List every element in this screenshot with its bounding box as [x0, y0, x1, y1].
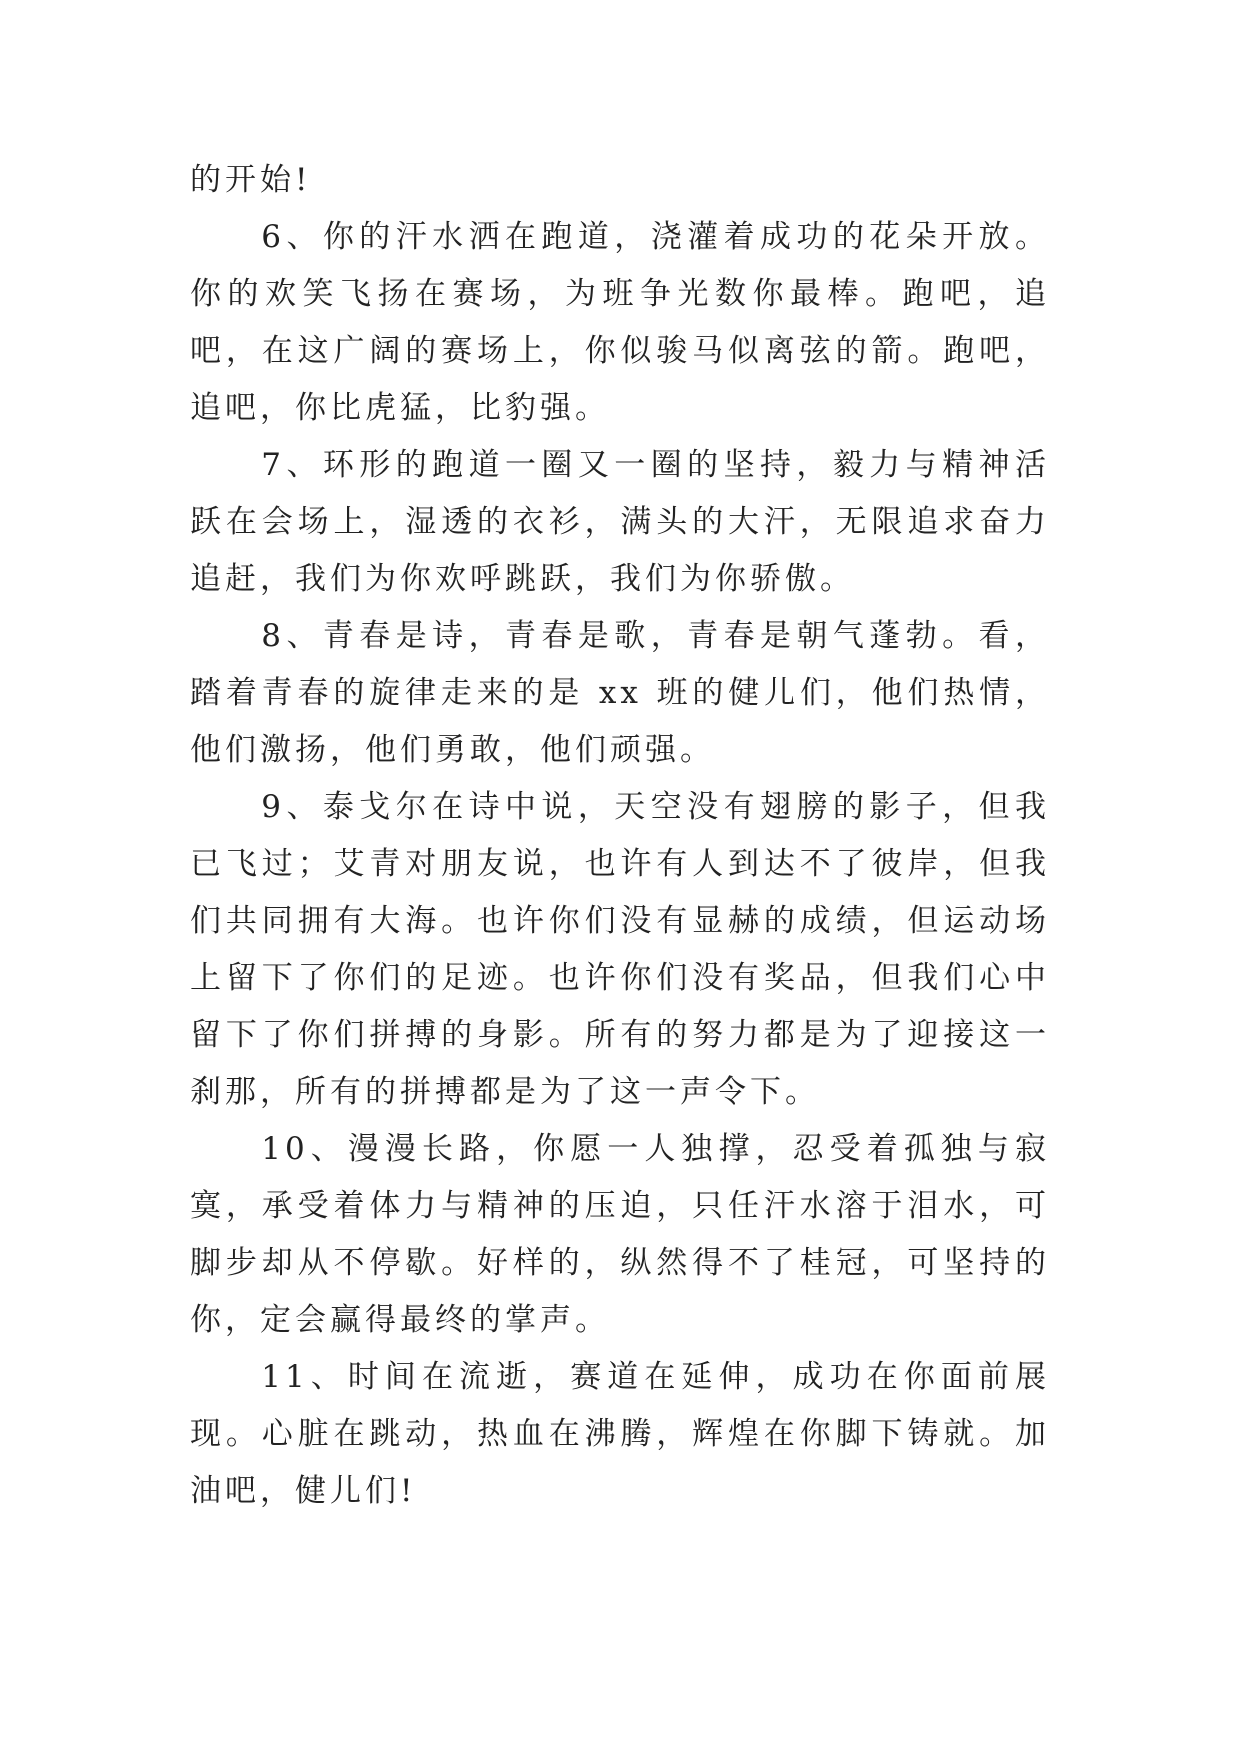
paragraph-item-7: 7、环形的跑道一圈又一圈的坚持，毅力与精神活跃在会场上，湿透的衣衫，满头的大汗，无限追求奋力追赶，我们为你欢呼跳跃，我们为你骄傲。 — [190, 447, 1050, 597]
paragraph-item-9: 9、泰戈尔在诗中说，天空没有翅膀的影子，但我已飞过；艾青对朋友说，也许有人到达不了彼岸，但我们共同拥有大海。也许你们没有显赫的成绩，但运动场上留下了你们的足迹。也许你们没有奖品，但我们心中留下了你们拼搏的身影。所有的努力都是为了迎接这一刹那，所有的拼搏都是为了这一声令下。 — [190, 789, 1050, 1110]
paragraph-item-11: 11、时间在流逝，赛道在延伸，成功在你面前展现。心脏在跳动，热血在沸腾，辉煌在你脚下铸就。加油吧，健儿们! — [190, 1359, 1050, 1509]
paragraph-continuation: 的开始! — [190, 162, 312, 198]
paragraph-item-8: 8、青春是诗，青春是歌，青春是朝气蓬勃。看，踏着青春的旋律走来的是 xx 班的健儿们，他们热情，他们激扬，他们勇敢，他们顽强。 — [190, 618, 1050, 768]
paragraph-item-10: 10、漫漫长路，你愿一人独撑，忍受着孤独与寂寞，承受着体力与精神的压迫，只任汗水溶于泪水，可脚步却从不停歇。好样的，纵然得不了桂冠，可坚持的你，定会赢得最终的掌声。 — [190, 1131, 1050, 1338]
paragraph-item-6: 6、你的汗水洒在跑道，浇灌着成功的花朵开放。你的欢笑飞扬在赛场，为班争光数你最棒。跑吧，追吧，在这广阔的赛场上，你似骏马似离弦的箭。跑吧，追吧，你比虎猛，比豹强。 — [190, 219, 1050, 426]
document-body — [190, 152, 1050, 1520]
